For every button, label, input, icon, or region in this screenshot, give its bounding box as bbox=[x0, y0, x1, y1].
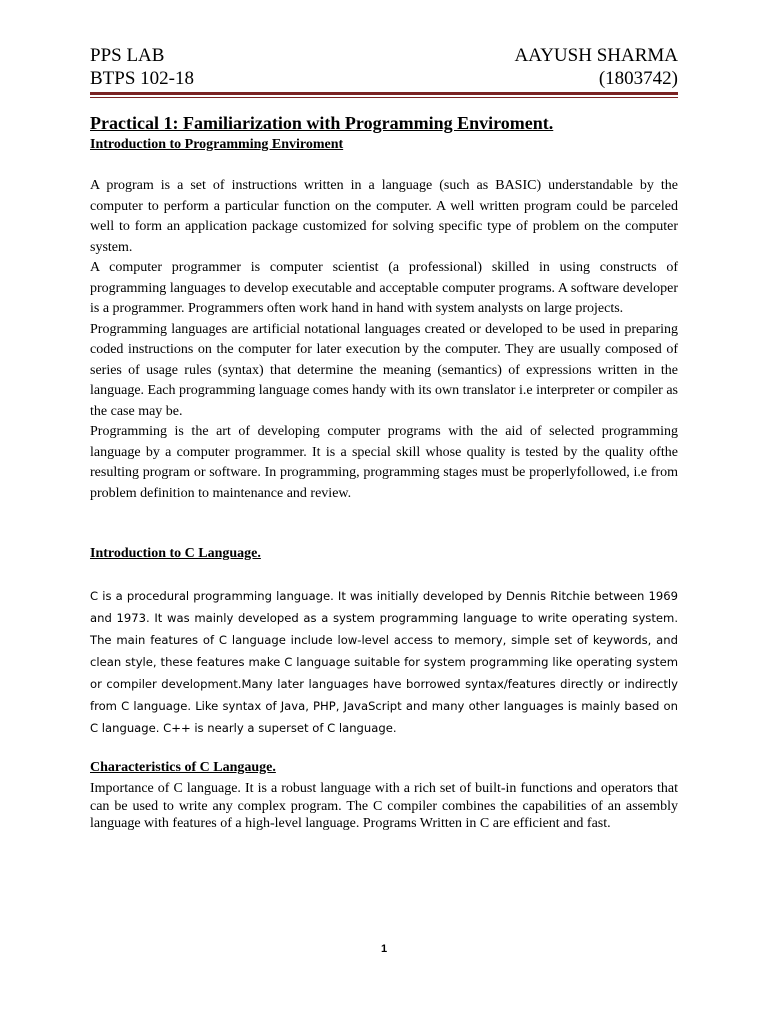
characteristics-block bbox=[90, 780, 678, 833]
header-course-code: BTPS 102-18 bbox=[90, 68, 194, 89]
header-roll-number: (1803742) bbox=[598, 68, 678, 89]
page-number: 1 bbox=[380, 943, 388, 955]
paragraph: Programming languages are artificial notational languages created or developed to be used in preparing coded instructions on the computer for later execution by the computer. They are usually composed of series of usage rules (syntax) that determine the meaning (semantics) of expressions written in the language. Each programming language comes handy with its own translator i.e interpreter or compiler as the case may be. bbox=[90, 321, 678, 419]
characteristics-paragraph: Importance of C language. It is a robust language with a rich set of built-in functions and operators that can be used to write any complex program. The C compiler combines the capabilities of an assembly language with features of a high-level language. Programs Written in C are efficient and fast. bbox=[90, 781, 678, 831]
c-language-paragraph: C is a procedural programming language. It was initially developed by Dennis Ritchie between 1969 and 1973. It was mainly developed as a system programming language to write operating system. The main features of C language include low-level access to memory, simple set of keywords, and clean style, these features make C language suitable for system programming like operating system or compiler development.Many later languages have borrowed syntax/features directly or indirectly from C language. Like syntax of Java, PHP, JavaScript and many other languages is mainly based on C language. C++ is nearly a superset of C language. bbox=[90, 589, 678, 735]
paragraph: A program is a set of instructions written in a language (such as BASIC) understandable by the computer to perform a particular function on the computer. A well written program could be parceled well to form an application package customized for solving specific type of problem on the computer system. bbox=[90, 178, 678, 255]
header-author-name: AAYUSH SHARMA bbox=[514, 45, 678, 66]
header-course-name: PPS LAB bbox=[90, 45, 165, 66]
intro-paragraphs bbox=[90, 176, 678, 504]
header-divider-thin bbox=[90, 97, 678, 98]
page-header bbox=[90, 44, 678, 90]
paragraph: A computer programmer is computer scientist (a professional) skilled in using constructs of programming languages to develop executable and acceptable computer programs. A software developer is a programmer. Programmers often work hand in hand with system analysts on large projects. bbox=[90, 260, 678, 316]
c-language-heading: Introduction to C Language. bbox=[90, 546, 261, 561]
practical-title: Practical 1: Familiarization with Programming Enviroment. bbox=[90, 113, 554, 133]
paragraph: Programming is the art of developing computer programs with the aid of selected programming language by a computer programmer. It is a special skill whose quality is tested by the quality ofthe resulting program or software. In programming, programming stages must be properlyfollowed, i.e from problem definition to maintenance and review. bbox=[90, 424, 678, 501]
header-divider-thick bbox=[90, 92, 678, 95]
characteristics-heading: Characteristics of C Langauge. bbox=[90, 760, 276, 775]
section-subtitle: Introduction to Programming Enviroment bbox=[90, 137, 344, 152]
